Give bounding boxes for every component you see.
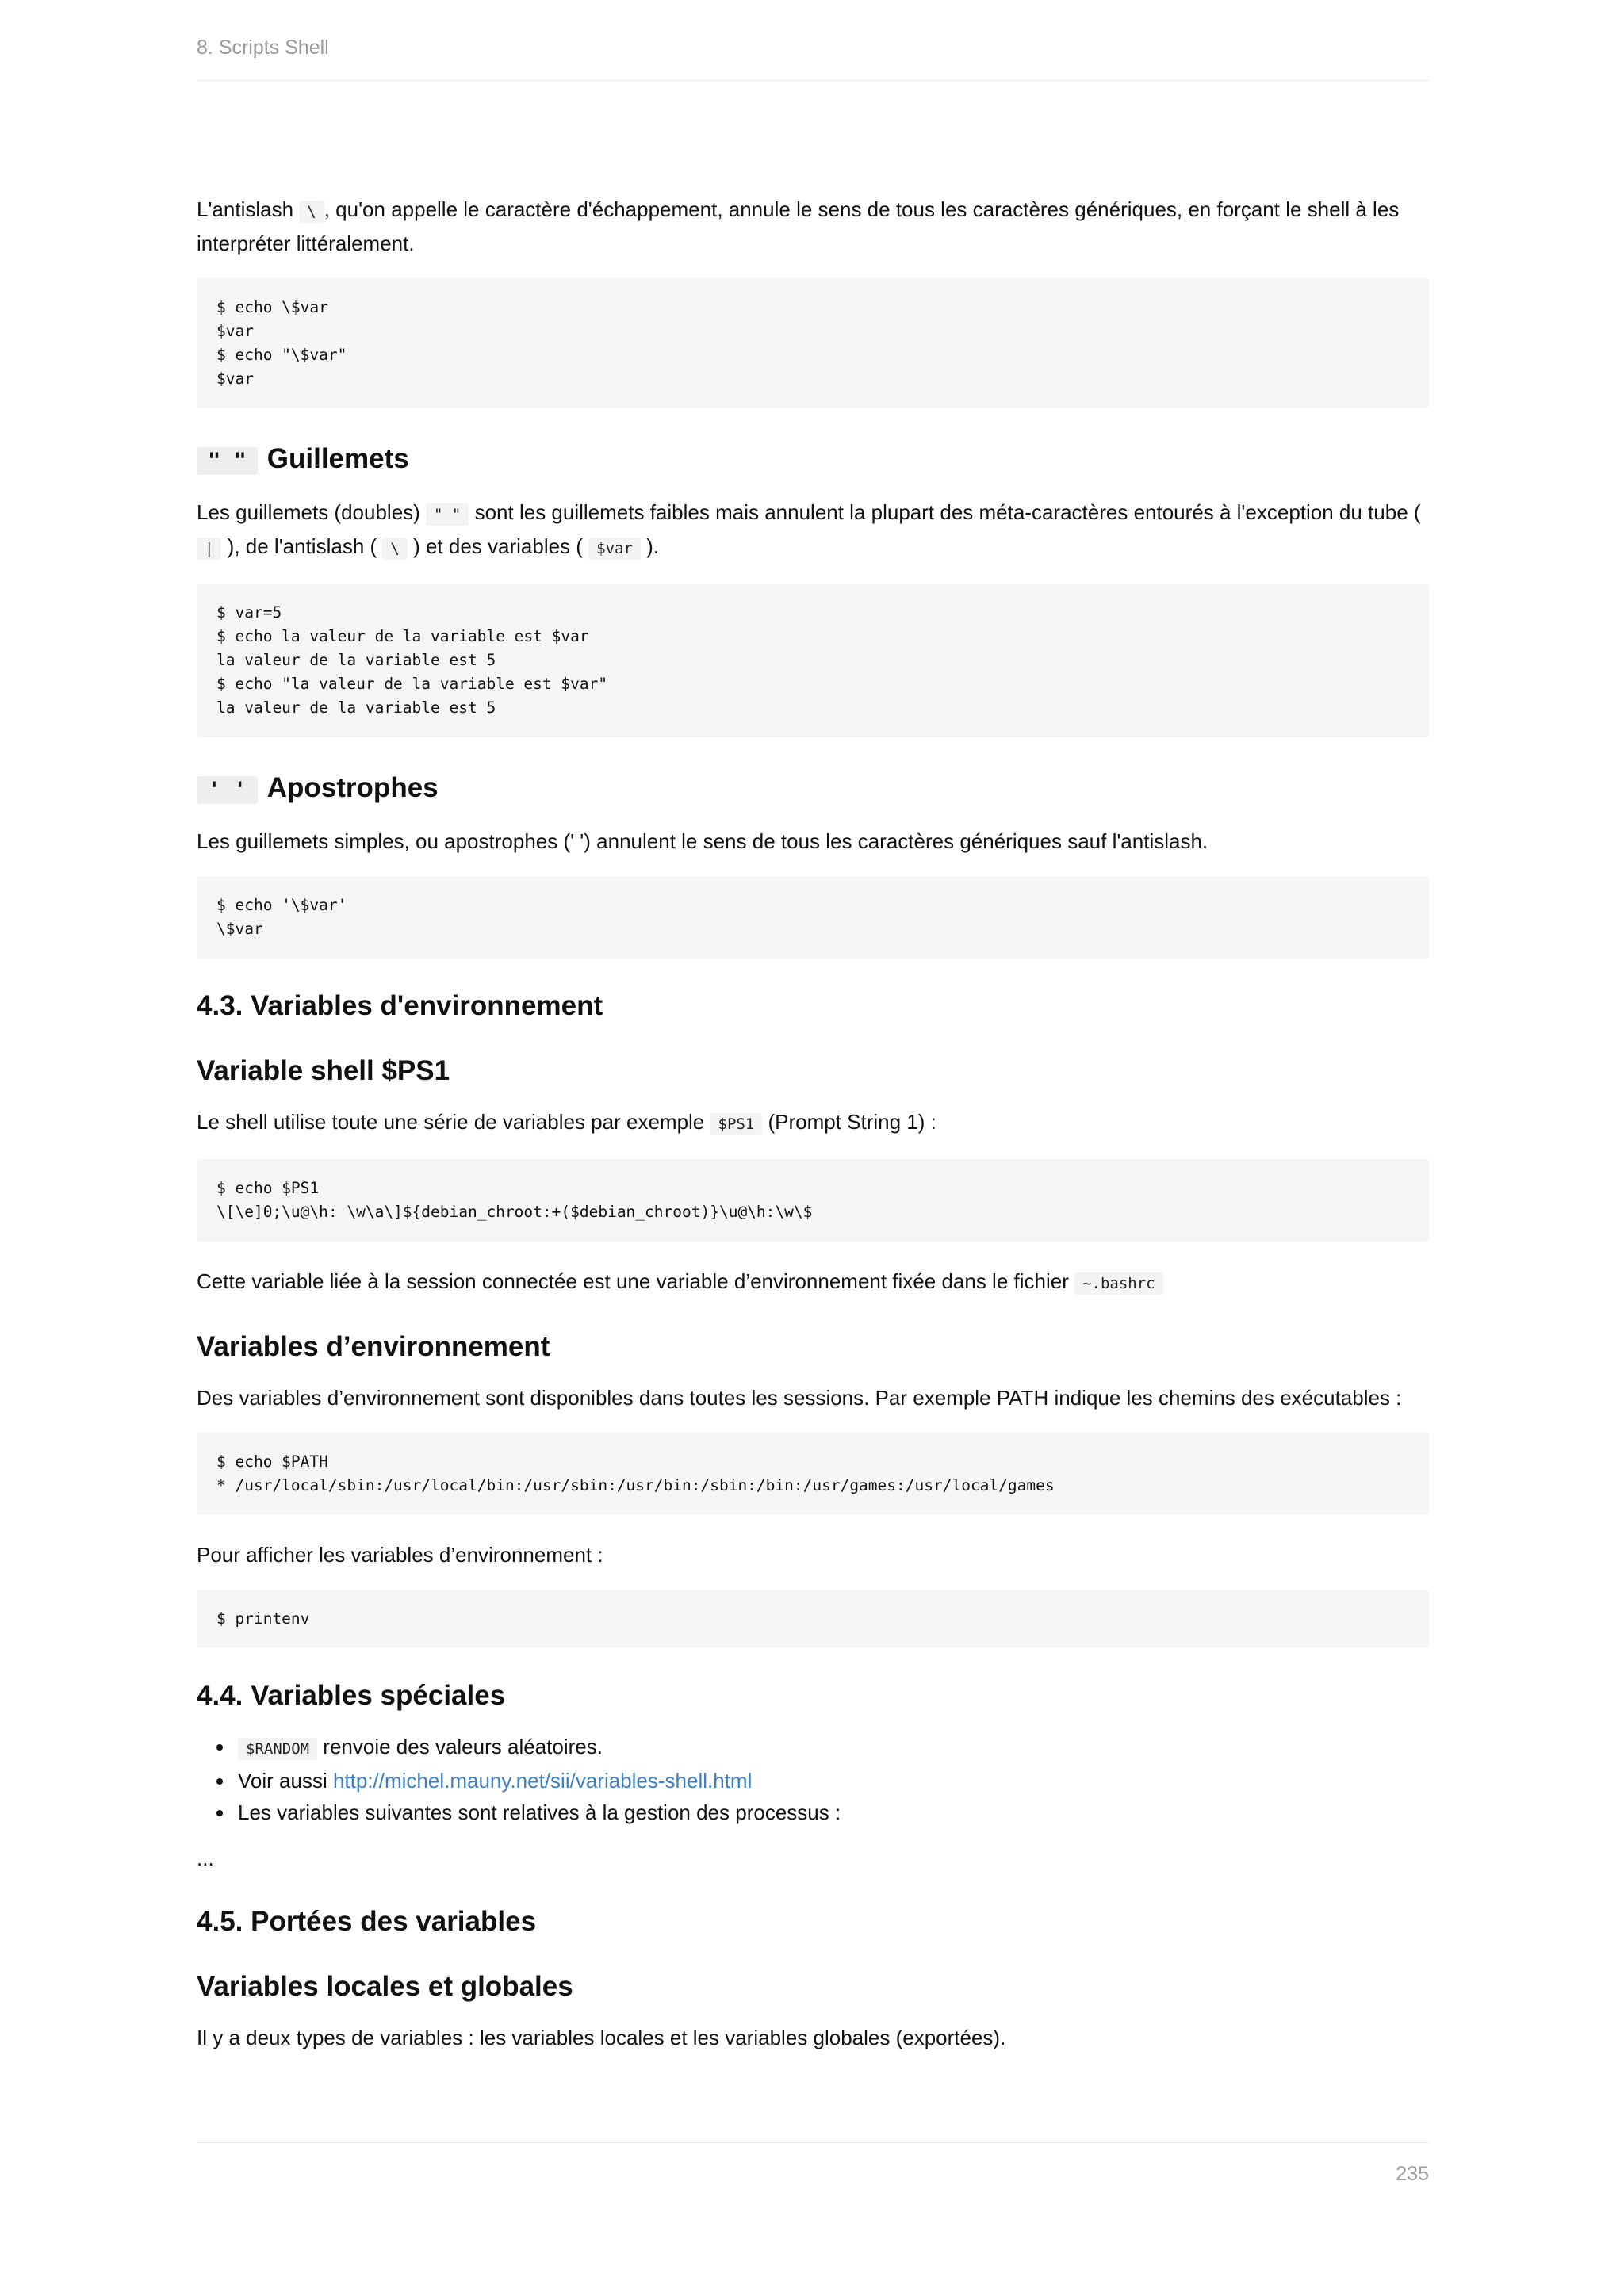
inline-code: " " xyxy=(426,503,469,526)
inline-code: ~.bashrc xyxy=(1074,1272,1163,1295)
inline-code: \ xyxy=(382,538,407,560)
inline-code: | xyxy=(197,538,221,560)
code-block-ps1: $ echo $PS1 \[\e]0;\u@\h: \w\a\]${debian_chroot:+($debian_chroot)}\u@\h:\w\$ xyxy=(197,1159,1429,1242)
heading-4-4: 4.4. Variables spéciales xyxy=(197,1680,506,1711)
text: Le shell utilise toute une série de variables par exemple xyxy=(197,1110,710,1134)
text: Les variables suivantes sont relatives à la gestion des processus : xyxy=(238,1800,841,1824)
heading-text: Apostrophes xyxy=(266,772,439,803)
footer-divider xyxy=(197,2142,1429,2143)
page-content xyxy=(197,190,1429,2053)
apostrophes-paragraph: Les guillemets simples, ou apostrophes (' ') annulent le sens de tous les caractères génériques sauf l'antislash. xyxy=(197,829,1208,853)
heading-text: Guillemets xyxy=(266,443,409,474)
text: , qu'on appelle le caractère d'échappement, annule le sens de tous les caractères génériques, en forçant le shell à les interpréter littéralement. xyxy=(197,197,1400,255)
text: (Prompt String 1) : xyxy=(762,1110,936,1134)
heading-local-global: Variables locales et globales xyxy=(197,1971,573,2002)
backslash-paragraph xyxy=(197,193,1429,259)
text: renvoie des valeurs aléatoires. xyxy=(317,1735,603,1758)
text: Cette variable liée à la session connectée est une variable d’environnement fixée dans le fichier xyxy=(197,1269,1075,1293)
code-block-path: $ echo $PATH * /usr/local/sbin:/usr/local/bin:/usr/sbin:/usr/bin:/sbin:/bin:/usr/games:/usr/local/games xyxy=(197,1433,1429,1515)
running-header: 8. Scripts Shell xyxy=(197,36,329,59)
text: ). xyxy=(640,534,660,558)
heading-env-variables: Variables d’environnement xyxy=(197,1331,550,1362)
text: ) et des variables ( xyxy=(407,534,589,558)
ps1-paragraph xyxy=(197,1106,1429,1140)
heading-ps1: Variable shell $PS1 xyxy=(197,1055,450,1086)
header-divider xyxy=(197,80,1429,81)
text: L'antislash xyxy=(197,197,300,221)
env-paragraph: Des variables d’environnement sont disponibles dans toutes les sessions. Par exemple PATH indique les chemins des exécutables : xyxy=(197,1386,1402,1410)
code-block-backslash: $ echo \$var $var $ echo "\$var" $var xyxy=(197,278,1429,408)
list-item xyxy=(235,1797,1429,1828)
heading-guillemets xyxy=(197,442,1429,479)
heading-4-5: 4.5. Portées des variables xyxy=(197,1906,537,1937)
heading-code: ' ' xyxy=(197,776,258,804)
special-variables-list xyxy=(197,1731,1429,1828)
text: sont les guillemets faibles mais annulent la plupart des méta-caractères entourés à l'exception du tube ( xyxy=(469,500,1421,524)
page-number: 235 xyxy=(1396,2163,1429,2185)
code-block-guillemets: $ var=5 $ echo la valeur de la variable est $var la valeur de la variable est 5 $ echo "la valeur de la variable est $var" la valeur de la variable est 5 xyxy=(197,584,1429,737)
heading-code: " " xyxy=(197,447,258,475)
printenv-paragraph: Pour afficher les variables d’environnement : xyxy=(197,1543,603,1567)
code-block-apostrophes: $ echo '\$var' \$var xyxy=(197,876,1429,959)
code-block-printenv: $ printenv xyxy=(197,1590,1429,1648)
inline-code: $var xyxy=(588,538,641,560)
inline-code: $PS1 xyxy=(710,1113,763,1135)
bashrc-paragraph xyxy=(197,1265,1429,1299)
list-item xyxy=(235,1765,1429,1797)
text: ), de l'antislash ( xyxy=(221,534,383,558)
heading-4-3: 4.3. Variables d'environnement xyxy=(197,990,603,1021)
text: Voir aussi xyxy=(238,1769,333,1793)
list-item xyxy=(235,1731,1429,1765)
scope-paragraph: Il y a deux types de variables : les variables locales et les variables globales (exportées). xyxy=(197,2026,1006,2049)
ellipsis: ... xyxy=(197,1846,214,1870)
inline-code: \ xyxy=(299,201,324,223)
heading-apostrophes xyxy=(197,771,1429,808)
inline-code: $RANDOM xyxy=(238,1738,317,1760)
variables-shell-link[interactable]: http://michel.mauny.net/sii/variables-shell.html xyxy=(332,1769,753,1793)
text: Les guillemets (doubles) xyxy=(197,500,427,524)
guillemets-paragraph xyxy=(197,496,1429,564)
